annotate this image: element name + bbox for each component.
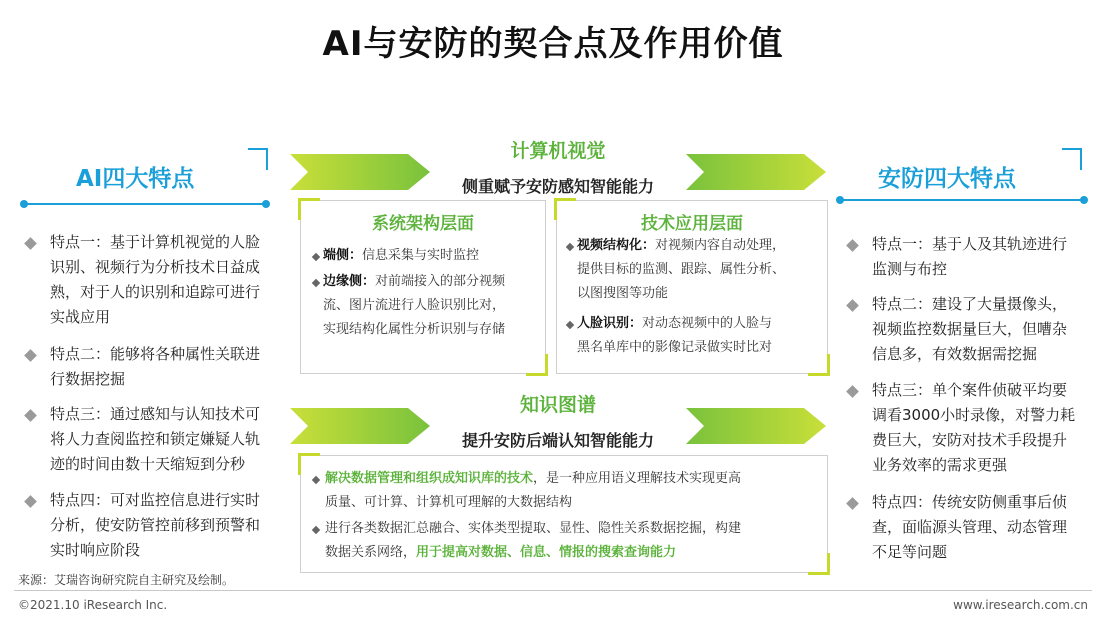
left-item-2-line-2: 行数据挖掘	[50, 370, 126, 388]
left-item-1-line-3: 熟，对于人的识别和追踪可进行	[50, 283, 261, 301]
right-item-4-line-2: 查，面临源头管理、动态管理	[872, 518, 1068, 536]
left-panel-title: AI四大特点	[76, 166, 195, 192]
kg-row-4-text: 数据关系网络，	[325, 545, 417, 560]
box-corner-accent	[526, 354, 548, 376]
tech-row-1-text: 对视频内容自动处理，	[655, 238, 786, 253]
left-panel-divider	[24, 203, 266, 205]
tech-row-3: 以图搜图等功能	[577, 286, 669, 301]
left-item-3	[50, 402, 260, 477]
left-item-1	[50, 230, 260, 330]
left-item-4	[50, 488, 260, 563]
kg-row-2: 质量、可计算、计算机可理解的大数据结构	[325, 495, 573, 510]
right-panel-divider	[840, 199, 1084, 201]
right-item-3-line-2: 调看3000小时录像，对警力耗	[872, 406, 1076, 424]
left-item-2-line-1: 特点二：能够将各种属性关联进	[50, 345, 261, 363]
tech-application-box	[556, 200, 828, 374]
system-row-1-key: 端侧：	[323, 248, 363, 263]
diamond-bullet-icon	[24, 237, 37, 250]
diamond-bullet-icon	[24, 409, 37, 422]
right-item-4-line-1: 特点四：传统安防侧重事后侦	[872, 493, 1068, 511]
kg-heading: 知识图谱	[519, 394, 596, 416]
left-item-4-line-3: 实时响应阶段	[50, 541, 141, 559]
system-box-title: 系统架构层面	[372, 214, 474, 234]
right-item-4	[872, 490, 1067, 565]
tech-row-4-key: 人脸识别：	[577, 316, 643, 331]
cv-heading: 计算机视觉	[510, 140, 606, 162]
left-item-3-line-1: 特点三：通过感知与认知技术可	[50, 405, 261, 423]
copyright: ©2021.10 iResearch Inc.	[18, 598, 168, 612]
kg-right-arrow-icon	[686, 408, 826, 444]
right-panel-corner	[1062, 148, 1082, 170]
small-bullet-icon	[312, 476, 320, 484]
kg-left-arrow-icon	[290, 408, 430, 444]
tech-row-1	[577, 235, 785, 257]
box-corner-accent	[298, 453, 320, 475]
right-item-1	[872, 232, 1067, 282]
right-panel-title: 安防四大特点	[878, 166, 1016, 192]
left-item-3-line-2: 将人力查阅监控和锁定嫌疑人轨	[50, 430, 261, 448]
right-item-3	[872, 378, 1075, 478]
kg-row-4-highlight: 用于提高对数据、信息、情报的搜索查询能力	[416, 545, 677, 560]
system-row-3: 流、图片流进行人脸识别比对，	[323, 298, 506, 313]
right-item-2-line-1: 特点二：建设了大量摄像头，	[872, 295, 1068, 313]
left-item-1-line-2: 识别、视频行为分析技术日益成	[50, 258, 261, 276]
left-item-4-line-1: 特点四：可对监控信息进行实时	[50, 491, 261, 509]
tech-row-4-text: 对动态视频中的人脸与	[642, 316, 773, 331]
small-bullet-icon	[566, 243, 574, 251]
small-bullet-icon	[312, 253, 320, 261]
left-item-2	[50, 342, 260, 392]
source-note: 来源：艾瑞咨询研究院自主研究及绘制。	[18, 573, 235, 587]
right-item-2-line-3: 信息多，有效数据需挖掘	[872, 345, 1038, 363]
right-item-2	[872, 292, 1067, 367]
system-row-2-text: 对前端接入的部分视频	[375, 274, 506, 289]
right-item-4-line-3: 不足等问题	[872, 543, 948, 561]
small-bullet-icon	[312, 279, 320, 287]
system-row-2	[323, 271, 505, 293]
kg-row-1-highlight: 解决数据管理和组织成知识库的技术	[325, 471, 534, 486]
tech-row-2: 提供目标的监测、跟踪、属性分析、	[577, 262, 786, 277]
right-item-1-line-2: 监测与布控	[872, 260, 948, 278]
tech-row-4	[577, 313, 772, 335]
system-row-4: 实现结构化属性分析识别与存储	[323, 322, 506, 337]
system-row-1	[323, 245, 479, 267]
tech-row-1-key: 视频结构化：	[577, 238, 656, 253]
left-item-1-line-4: 实战应用	[50, 308, 111, 326]
knowledge-graph-box	[300, 455, 828, 573]
footer-divider	[14, 590, 1092, 591]
page-title: AI与安防的契合点及作用价值	[322, 24, 784, 64]
right-item-3-line-4: 业务效率的需求更强	[872, 456, 1008, 474]
diamond-bullet-icon	[846, 239, 859, 252]
kg-row-4	[325, 542, 676, 564]
cv-left-arrow-icon	[290, 154, 430, 190]
system-row-2-key: 边缘侧：	[323, 274, 376, 289]
box-corner-accent	[808, 553, 830, 575]
small-bullet-icon	[566, 321, 574, 329]
website-link[interactable]: www.iresearch.com.cn	[953, 598, 1088, 612]
diamond-bullet-icon	[24, 495, 37, 508]
tech-row-5: 黑名单库中的影像记录做实时比对	[577, 340, 773, 355]
right-item-1-line-1: 特点一：基于人及其轨迹进行	[872, 235, 1068, 253]
diamond-bullet-icon	[846, 299, 859, 312]
left-item-4-line-2: 分析，使安防管控前移到预警和	[50, 516, 261, 534]
left-panel-corner	[248, 148, 268, 170]
small-bullet-icon	[312, 526, 320, 534]
right-item-3-line-1: 特点三：单个案件侦破平均要	[872, 381, 1068, 399]
system-row-1-text: 信息采集与实时监控	[362, 248, 480, 263]
right-item-3-line-3: 费巨大，安防对技术手段提升	[872, 431, 1068, 449]
kg-row-1-text: ，是一种应用语义理解技术实现更高	[533, 471, 742, 486]
cv-subheading: 侧重赋予安防感知智能能力	[461, 177, 654, 196]
box-corner-accent	[808, 354, 830, 376]
left-item-1-line-1: 特点一：基于计算机视觉的人脸	[50, 233, 261, 251]
diamond-bullet-icon	[846, 385, 859, 398]
kg-subheading: 提升安防后端认知智能能力	[461, 431, 654, 450]
right-item-2-line-2: 视频监控数据量巨大，但嘈杂	[872, 320, 1068, 338]
cv-right-arrow-icon	[686, 154, 826, 190]
diamond-bullet-icon	[24, 349, 37, 362]
kg-row-3: 进行各类数据汇总融合、实体类型提取、显性、隐性关系数据挖掘，构建	[325, 521, 742, 536]
diamond-bullet-icon	[846, 497, 859, 510]
tech-box-title: 技术应用层面	[641, 214, 743, 234]
system-architecture-box	[300, 200, 546, 374]
left-item-3-line-3: 迹的时间由数十天缩短到分秒	[50, 455, 246, 473]
kg-row-1	[325, 468, 741, 490]
